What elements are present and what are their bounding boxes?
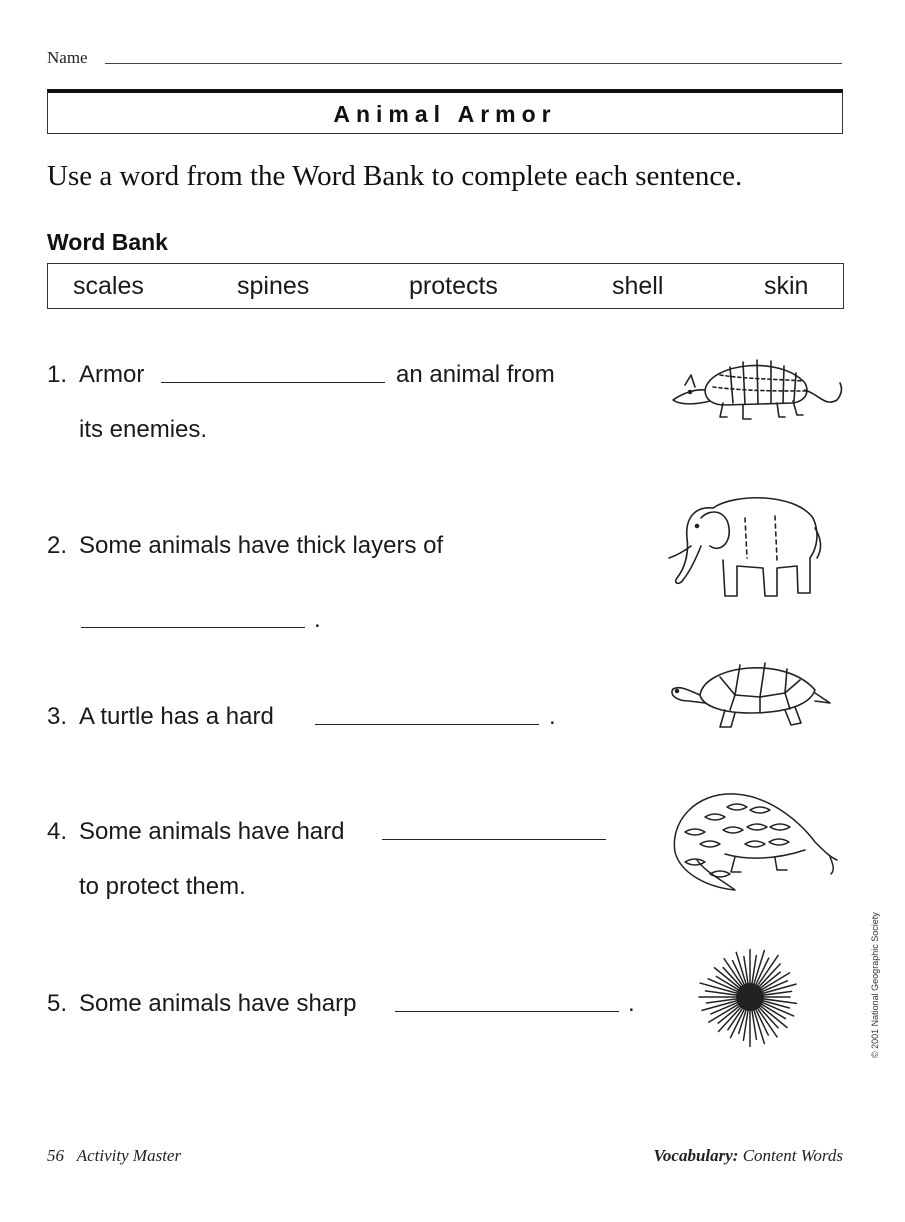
name-label: Name xyxy=(47,48,88,67)
word-bank-heading: Word Bank xyxy=(47,229,168,255)
word-bank-word: shell xyxy=(612,272,664,300)
question-text: its enemies. xyxy=(79,416,208,443)
question-text: . xyxy=(314,606,321,633)
word-bank-word: skin xyxy=(764,272,809,300)
elephant-icon xyxy=(665,488,830,603)
question-text: . xyxy=(549,703,556,730)
question-text: to protect them. xyxy=(79,873,246,900)
word-bank-word: protects xyxy=(409,272,498,300)
footer-category: Vocabulary: xyxy=(653,1146,739,1165)
question-number: 3. xyxy=(47,703,68,730)
instructions: Use a word from the Word Bank to complete each sentence. xyxy=(47,160,743,192)
footer-right xyxy=(653,1146,843,1166)
question-number: 1. xyxy=(47,361,68,388)
page-number: 56 xyxy=(47,1146,64,1165)
question-number: 2. xyxy=(47,532,68,559)
question-text: . xyxy=(628,990,635,1017)
question-text: Some animals have hard xyxy=(79,818,345,845)
answer-blank[interactable] xyxy=(395,1011,619,1012)
pangolin-icon xyxy=(665,782,840,897)
answer-blank[interactable] xyxy=(81,627,305,628)
page-title: Animal Armor xyxy=(333,101,557,127)
word-bank-box xyxy=(47,263,844,309)
word-bank-word: spines xyxy=(237,272,310,300)
question-text: A turtle has a hard xyxy=(79,703,274,730)
turtle-icon xyxy=(665,655,835,740)
answer-blank[interactable] xyxy=(161,382,385,383)
armadillo-icon xyxy=(665,345,845,430)
footer-label: Activity Master xyxy=(76,1146,182,1165)
question-text: Some animals have sharp xyxy=(79,990,357,1017)
name-input-line[interactable] xyxy=(105,63,842,64)
answer-blank[interactable] xyxy=(382,839,606,840)
question-number: 4. xyxy=(47,818,68,845)
copyright-notice: © 2001 National Geographic Society xyxy=(870,912,880,1058)
answer-blank[interactable] xyxy=(315,724,539,725)
question-number: 5. xyxy=(47,990,68,1017)
word-bank-word: scales xyxy=(73,272,144,300)
sea-urchin-icon xyxy=(685,940,815,1055)
title-banner xyxy=(47,89,843,134)
footer-left xyxy=(47,1146,181,1166)
footer-subcategory: Content Words xyxy=(742,1146,843,1165)
question-text: Some animals have thick layers of xyxy=(79,532,444,559)
question-text: an animal from xyxy=(396,361,555,388)
question-text: Armor xyxy=(79,361,145,388)
